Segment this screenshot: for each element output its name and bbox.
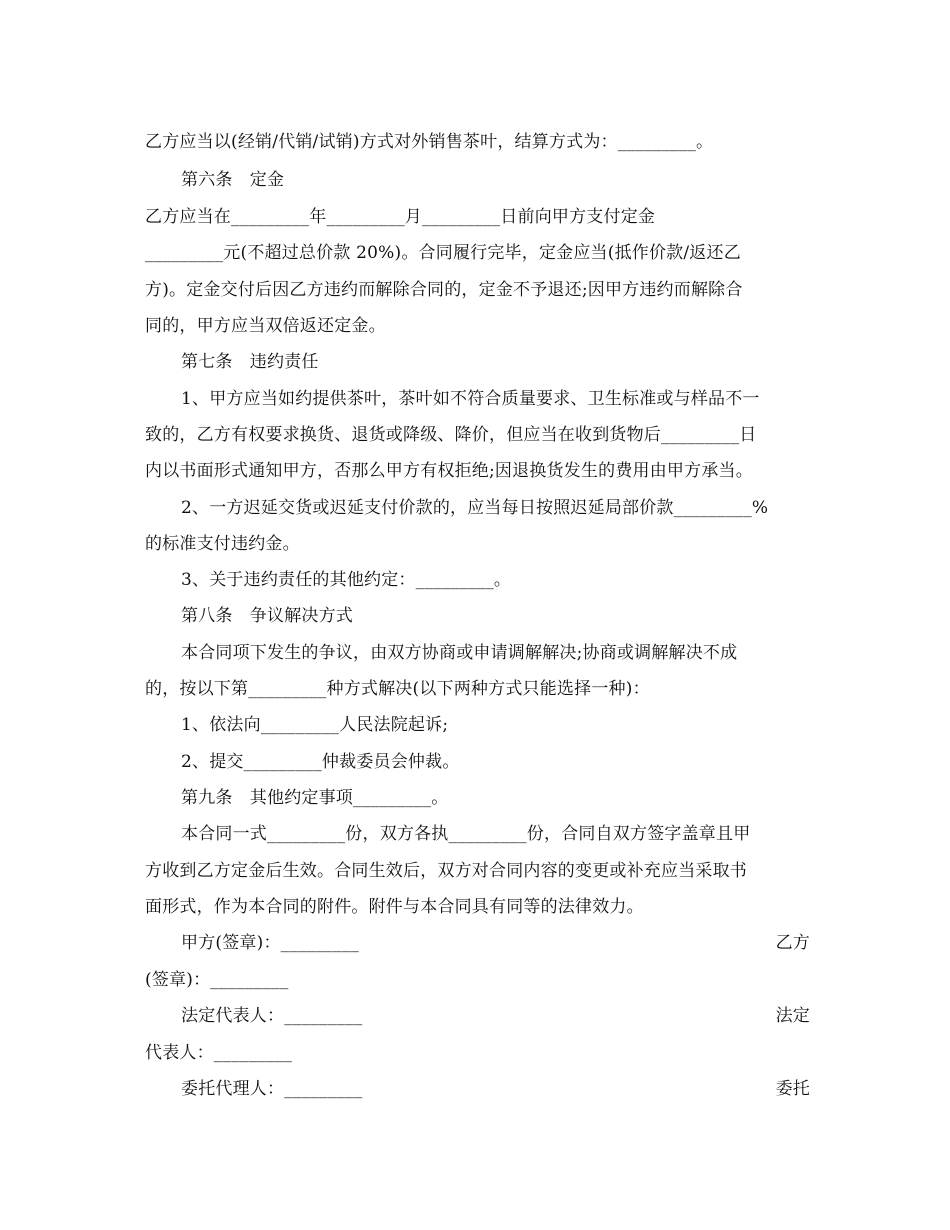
paragraph-line-liability-2: 致的，乙方有权要求换货、退货或降级、降价，但应当在收到货物后_________日 [145, 425, 757, 445]
article-9-heading: 第九条 其他约定事项_________。 [181, 788, 449, 808]
paragraph-line-dispute-2: 的，按以下第_________种方式解决(以下两种方式只能选择一种)： [145, 679, 650, 699]
paragraph-line-copies-3: 面形式，作为本合同的附件。附件与本合同具有同等的法律效力。 [145, 897, 644, 917]
party-b-legal-rep-cont: 代表人：_________ [145, 1043, 293, 1063]
paragraph-line-dispute-3: 1、依法向_________人民法院起诉; [181, 715, 449, 735]
article-8-heading: 第八条 争议解决方式 [181, 606, 353, 626]
paragraph-line-deposit-3: 方)。定金交付后因乙方违约而解除合同的，定金不予退还;因甲方违约而解除合 [145, 280, 743, 300]
paragraph-line-dispute-1: 本合同项下发生的争议，由双方协商或申请调解解决;协商或调解解决不成 [181, 643, 738, 663]
paragraph-line-liability-3: 内以书面形式通知甲方，否那么甲方有权拒绝;因退换货发生的费用由甲方承当。 [145, 461, 753, 481]
paragraph-line-dispute-4: 2、提交_________仲裁委员会仲裁。 [181, 752, 460, 772]
party-b-agent-start: 委托 [775, 1079, 810, 1099]
party-a-agent-line: 委托代理人：_________ [181, 1079, 363, 1099]
paragraph-line-copies-1: 本合同一式_________份，双方各执_________份，合同自双方签字盖章且甲 [181, 824, 751, 844]
paragraph-line-copies-2: 方收到乙方定金后生效。合同生效后，双方对合同内容的变更或补充应当采取书 [145, 861, 747, 881]
paragraph-line-deposit-2: _________元(不超过总价款 20%)。合同履行完毕，定金应当(抵作价款/返还乙 [145, 243, 741, 263]
article-7-heading: 第七条 违约责任 [181, 352, 319, 372]
paragraph-line-deposit-1: 乙方应当在_________年_________月_________日前向甲方支付定金 [145, 207, 656, 227]
paragraph-line-liability-5: 的标准支付违约金。 [145, 534, 300, 554]
paragraph-line-sales-method: 乙方应当以(经销/代销/试销)方式对外销售茶叶，结算方式为：_________。 [145, 132, 714, 152]
article-6-heading: 第六条 定金 [181, 170, 285, 190]
paragraph-line-liability-4: 2、一方迟延交货或迟延支付价款的，应当每日按照迟延局部价款_________% [181, 498, 769, 518]
paragraph-line-liability-1: 1、甲方应当如约提供茶叶，茶叶如不符合质量要求、卫生标准或与样品不一 [181, 389, 760, 409]
party-b-signature-start: 乙方 [775, 933, 810, 953]
party-a-signature-line: 甲方(签章)：_________ [181, 933, 359, 953]
party-a-legal-rep-line: 法定代表人：_________ [181, 1006, 363, 1026]
party-b-signature-cont: (签章)：_________ [145, 970, 289, 990]
paragraph-line-deposit-4: 同的，甲方应当双倍返还定金。 [145, 316, 386, 336]
paragraph-line-liability-6: 3、关于违约责任的其他约定：_________。 [181, 570, 512, 590]
party-b-legal-rep-start: 法定 [775, 1006, 810, 1026]
